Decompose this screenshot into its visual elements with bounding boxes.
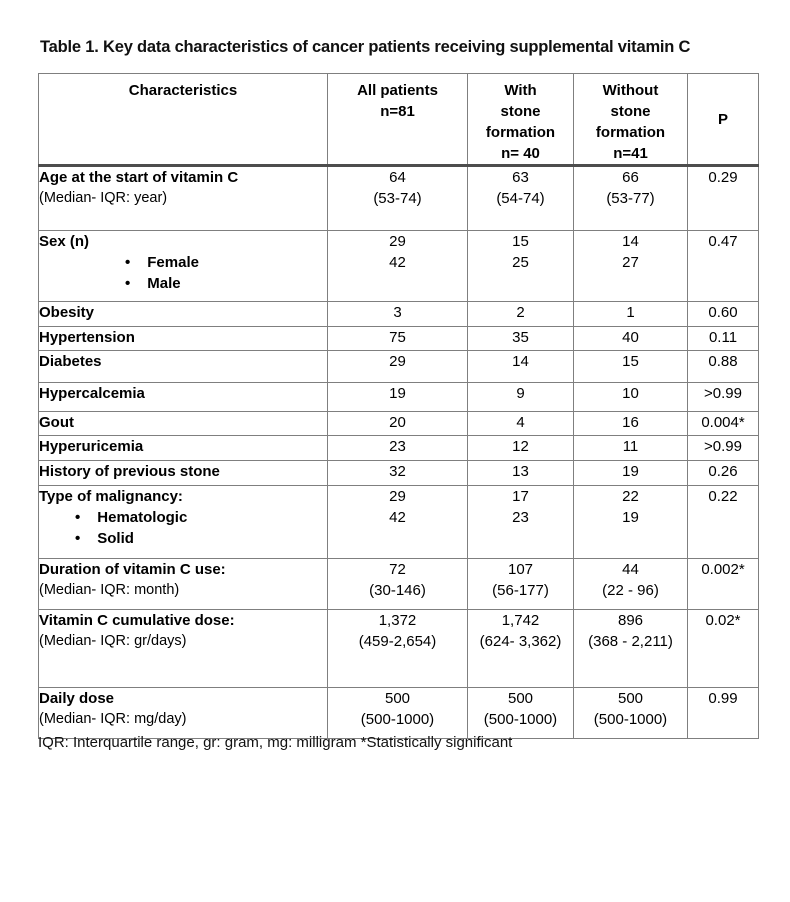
value-line: 22 [622, 488, 639, 505]
value-cell [328, 461, 468, 486]
row-bullet-item [39, 252, 327, 273]
value-cell [574, 436, 688, 461]
value-cell [468, 327, 574, 351]
p-value-cell: 0.88 [688, 351, 759, 383]
p-value-cell: >0.99 [688, 383, 759, 412]
row-label-cell [39, 436, 328, 461]
value-line: 500 [507, 690, 534, 707]
table-row [39, 486, 759, 559]
header-n-count: n=41 [613, 145, 648, 162]
row-label: Type of malignancy: [39, 488, 183, 505]
value-line: 23 [389, 438, 406, 455]
header-label: formation [595, 124, 666, 141]
table-row [39, 383, 759, 412]
p-value-cell: 0.02* [688, 610, 759, 688]
row-sublabel: (Median- IQR: month) [39, 582, 180, 598]
value-line: 2 [516, 304, 525, 321]
value-line: 13 [512, 463, 529, 480]
header-label: With [504, 82, 537, 99]
header-label: stone [500, 103, 541, 120]
value-cell [328, 351, 468, 383]
row-bullet-item [39, 528, 327, 549]
value-line: 42 [389, 509, 406, 526]
row-label: Daily dose [39, 690, 115, 707]
value-line: 66 [622, 169, 639, 186]
value-cell [574, 412, 688, 436]
value-line: 12 [512, 438, 529, 455]
value-line: (54-74) [496, 190, 545, 207]
value-line: (53-77) [606, 190, 655, 207]
value-cell [468, 436, 574, 461]
bullet-label: Female [147, 254, 199, 271]
value-cell [574, 302, 688, 327]
header-label: Characteristics [128, 82, 238, 99]
p-value-cell: 0.26 [688, 461, 759, 486]
value-line: 44 [622, 561, 639, 578]
row-label-cell [39, 559, 328, 610]
value-line: 500 [617, 690, 644, 707]
value-cell [468, 302, 574, 327]
value-line: 107 [507, 561, 534, 578]
value-cell [574, 559, 688, 610]
row-sublabel: (Median- IQR: year) [39, 190, 168, 206]
row-label: Hypertension [39, 329, 135, 346]
value-line: 4 [516, 414, 525, 431]
table-body [39, 166, 759, 739]
row-label-cell [39, 351, 328, 383]
table-row [39, 412, 759, 436]
value-line: 19 [622, 509, 639, 526]
row-label: Gout [39, 414, 74, 431]
row-label-cell [39, 383, 328, 412]
row-label-cell [39, 302, 328, 327]
value-line: 19 [622, 463, 639, 480]
page-title: Table 1. Key data characteristics of cancer patients receiving supplemental vitamin C [40, 38, 691, 56]
value-line: 9 [516, 385, 525, 402]
bullet-icon: • [125, 254, 131, 271]
value-line: (500-1000) [360, 711, 435, 728]
value-cell [328, 436, 468, 461]
p-value-cell: 0.60 [688, 302, 759, 327]
value-line: 64 [389, 169, 406, 186]
header-label: Without [602, 82, 659, 99]
value-cell [468, 351, 574, 383]
value-line: (500-1000) [593, 711, 668, 728]
value-cell [328, 688, 468, 739]
table-row [39, 610, 759, 688]
value-line: 15 [622, 353, 639, 370]
row-label-cell [39, 231, 328, 302]
value-cell [574, 166, 688, 231]
value-line: (500-1000) [483, 711, 558, 728]
header-p-value: P [688, 74, 759, 166]
row-label: Obesity [39, 304, 95, 321]
value-cell [574, 383, 688, 412]
value-cell [328, 559, 468, 610]
row-sublabel: (Median- IQR: gr/days) [39, 633, 187, 649]
table-row [39, 461, 759, 486]
value-cell [468, 610, 574, 688]
value-cell [328, 412, 468, 436]
value-line: 23 [512, 509, 529, 526]
value-line: 11 [622, 438, 639, 455]
value-cell [574, 610, 688, 688]
row-label-cell [39, 486, 328, 559]
row-label: History of previous stone [39, 463, 220, 480]
value-cell [468, 486, 574, 559]
value-cell [468, 461, 574, 486]
value-line: 14 [622, 233, 639, 250]
value-line: 25 [512, 254, 529, 271]
value-line: (368 - 2,211) [588, 633, 673, 650]
bullet-label: Hematologic [97, 509, 188, 526]
row-label-cell [39, 461, 328, 486]
p-value-cell: 0.99 [688, 688, 759, 739]
bullet-icon: • [125, 275, 131, 292]
header-n-count: n= 40 [501, 145, 540, 162]
value-cell [328, 486, 468, 559]
table-row [39, 436, 759, 461]
value-cell [574, 486, 688, 559]
bullet-label: Male [147, 275, 181, 292]
header-all-patients [328, 74, 468, 166]
header-n-count: n=81 [380, 103, 415, 120]
value-line: (624- 3,362) [479, 633, 562, 650]
value-cell [468, 688, 574, 739]
row-label-cell [39, 412, 328, 436]
row-bullet-item [39, 273, 327, 294]
value-line: 500 [384, 690, 411, 707]
table-row [39, 302, 759, 327]
value-cell [328, 166, 468, 231]
bullet-icon: • [75, 530, 81, 547]
value-line: 29 [389, 233, 406, 250]
table-row [39, 559, 759, 610]
value-cell [328, 610, 468, 688]
value-line: 32 [389, 463, 406, 480]
value-line: 29 [389, 488, 406, 505]
value-line: (56-177) [492, 582, 549, 599]
value-cell [468, 559, 574, 610]
value-line: 16 [622, 414, 639, 431]
value-line: (459-2,654) [358, 633, 437, 650]
p-value-cell: >0.99 [688, 436, 759, 461]
header-row [39, 74, 759, 166]
patient-characteristics-table [38, 73, 759, 739]
table-row [39, 327, 759, 351]
value-cell [574, 461, 688, 486]
value-line: 1,372 [378, 612, 417, 629]
row-label: Hypercalcemia [39, 385, 145, 402]
row-label: Sex (n) [39, 233, 90, 250]
value-cell [328, 302, 468, 327]
value-line: 35 [512, 329, 529, 346]
table-header [39, 74, 759, 166]
value-line: 40 [622, 329, 639, 346]
value-line: 1 [626, 304, 635, 321]
value-line: 3 [393, 304, 402, 321]
value-cell [328, 383, 468, 412]
header-label: formation [485, 124, 556, 141]
row-label-cell [39, 688, 328, 739]
value-cell [468, 231, 574, 302]
value-line: (22 - 96) [602, 582, 659, 599]
value-line: 896 [617, 612, 644, 629]
row-bullet-item [39, 507, 327, 528]
table-row [39, 231, 759, 302]
value-cell [574, 688, 688, 739]
bullet-label: Solid [97, 530, 134, 547]
p-value-cell: 0.47 [688, 231, 759, 302]
row-label-cell [39, 610, 328, 688]
p-value-cell: 0.22 [688, 486, 759, 559]
value-line: 17 [512, 488, 529, 505]
row-label: Age at the start of vitamin C [39, 169, 239, 186]
row-label-cell [39, 166, 328, 231]
value-line: (30-146) [369, 582, 426, 599]
value-line: 1,742 [501, 612, 540, 629]
p-value-cell: 0.004* [688, 412, 759, 436]
p-value-cell: 0.002* [688, 559, 759, 610]
header-label: stone [610, 103, 651, 120]
value-cell [468, 383, 574, 412]
row-label: Diabetes [39, 353, 102, 370]
value-line: 29 [389, 353, 406, 370]
value-line: 14 [512, 353, 529, 370]
value-line: 42 [389, 254, 406, 271]
value-line: (53-74) [373, 190, 422, 207]
table-row [39, 166, 759, 231]
value-cell [468, 166, 574, 231]
value-line: 19 [389, 385, 406, 402]
value-cell [574, 231, 688, 302]
row-sublabel: (Median- IQR: mg/day) [39, 711, 187, 727]
header-characteristics [39, 74, 328, 166]
row-label: Duration of vitamin C use: [39, 561, 226, 578]
value-cell [328, 327, 468, 351]
header-label: All patients [357, 82, 438, 99]
row-label-cell [39, 327, 328, 351]
value-line: 63 [512, 169, 529, 186]
header-without-stone-formation [574, 74, 688, 166]
value-line: 15 [512, 233, 529, 250]
value-line: 20 [389, 414, 406, 431]
table-row [39, 688, 759, 739]
value-cell [468, 412, 574, 436]
bullet-icon: • [75, 509, 81, 526]
table-row [39, 351, 759, 383]
value-line: 72 [389, 561, 406, 578]
p-value-cell: 0.11 [688, 327, 759, 351]
value-cell [574, 327, 688, 351]
table-footnote: IQR: Interquartile range, gr: gram, mg: milligram *Statistically significant [38, 734, 513, 751]
value-line: 75 [389, 329, 406, 346]
value-cell [574, 351, 688, 383]
p-value-cell: 0.29 [688, 166, 759, 231]
row-label: Hyperuricemia [39, 438, 144, 455]
value-cell [328, 231, 468, 302]
value-line: 10 [622, 385, 639, 402]
value-line: 27 [622, 254, 639, 271]
header-with-stone-formation [468, 74, 574, 166]
row-label: Vitamin C cumulative dose: [39, 612, 235, 629]
